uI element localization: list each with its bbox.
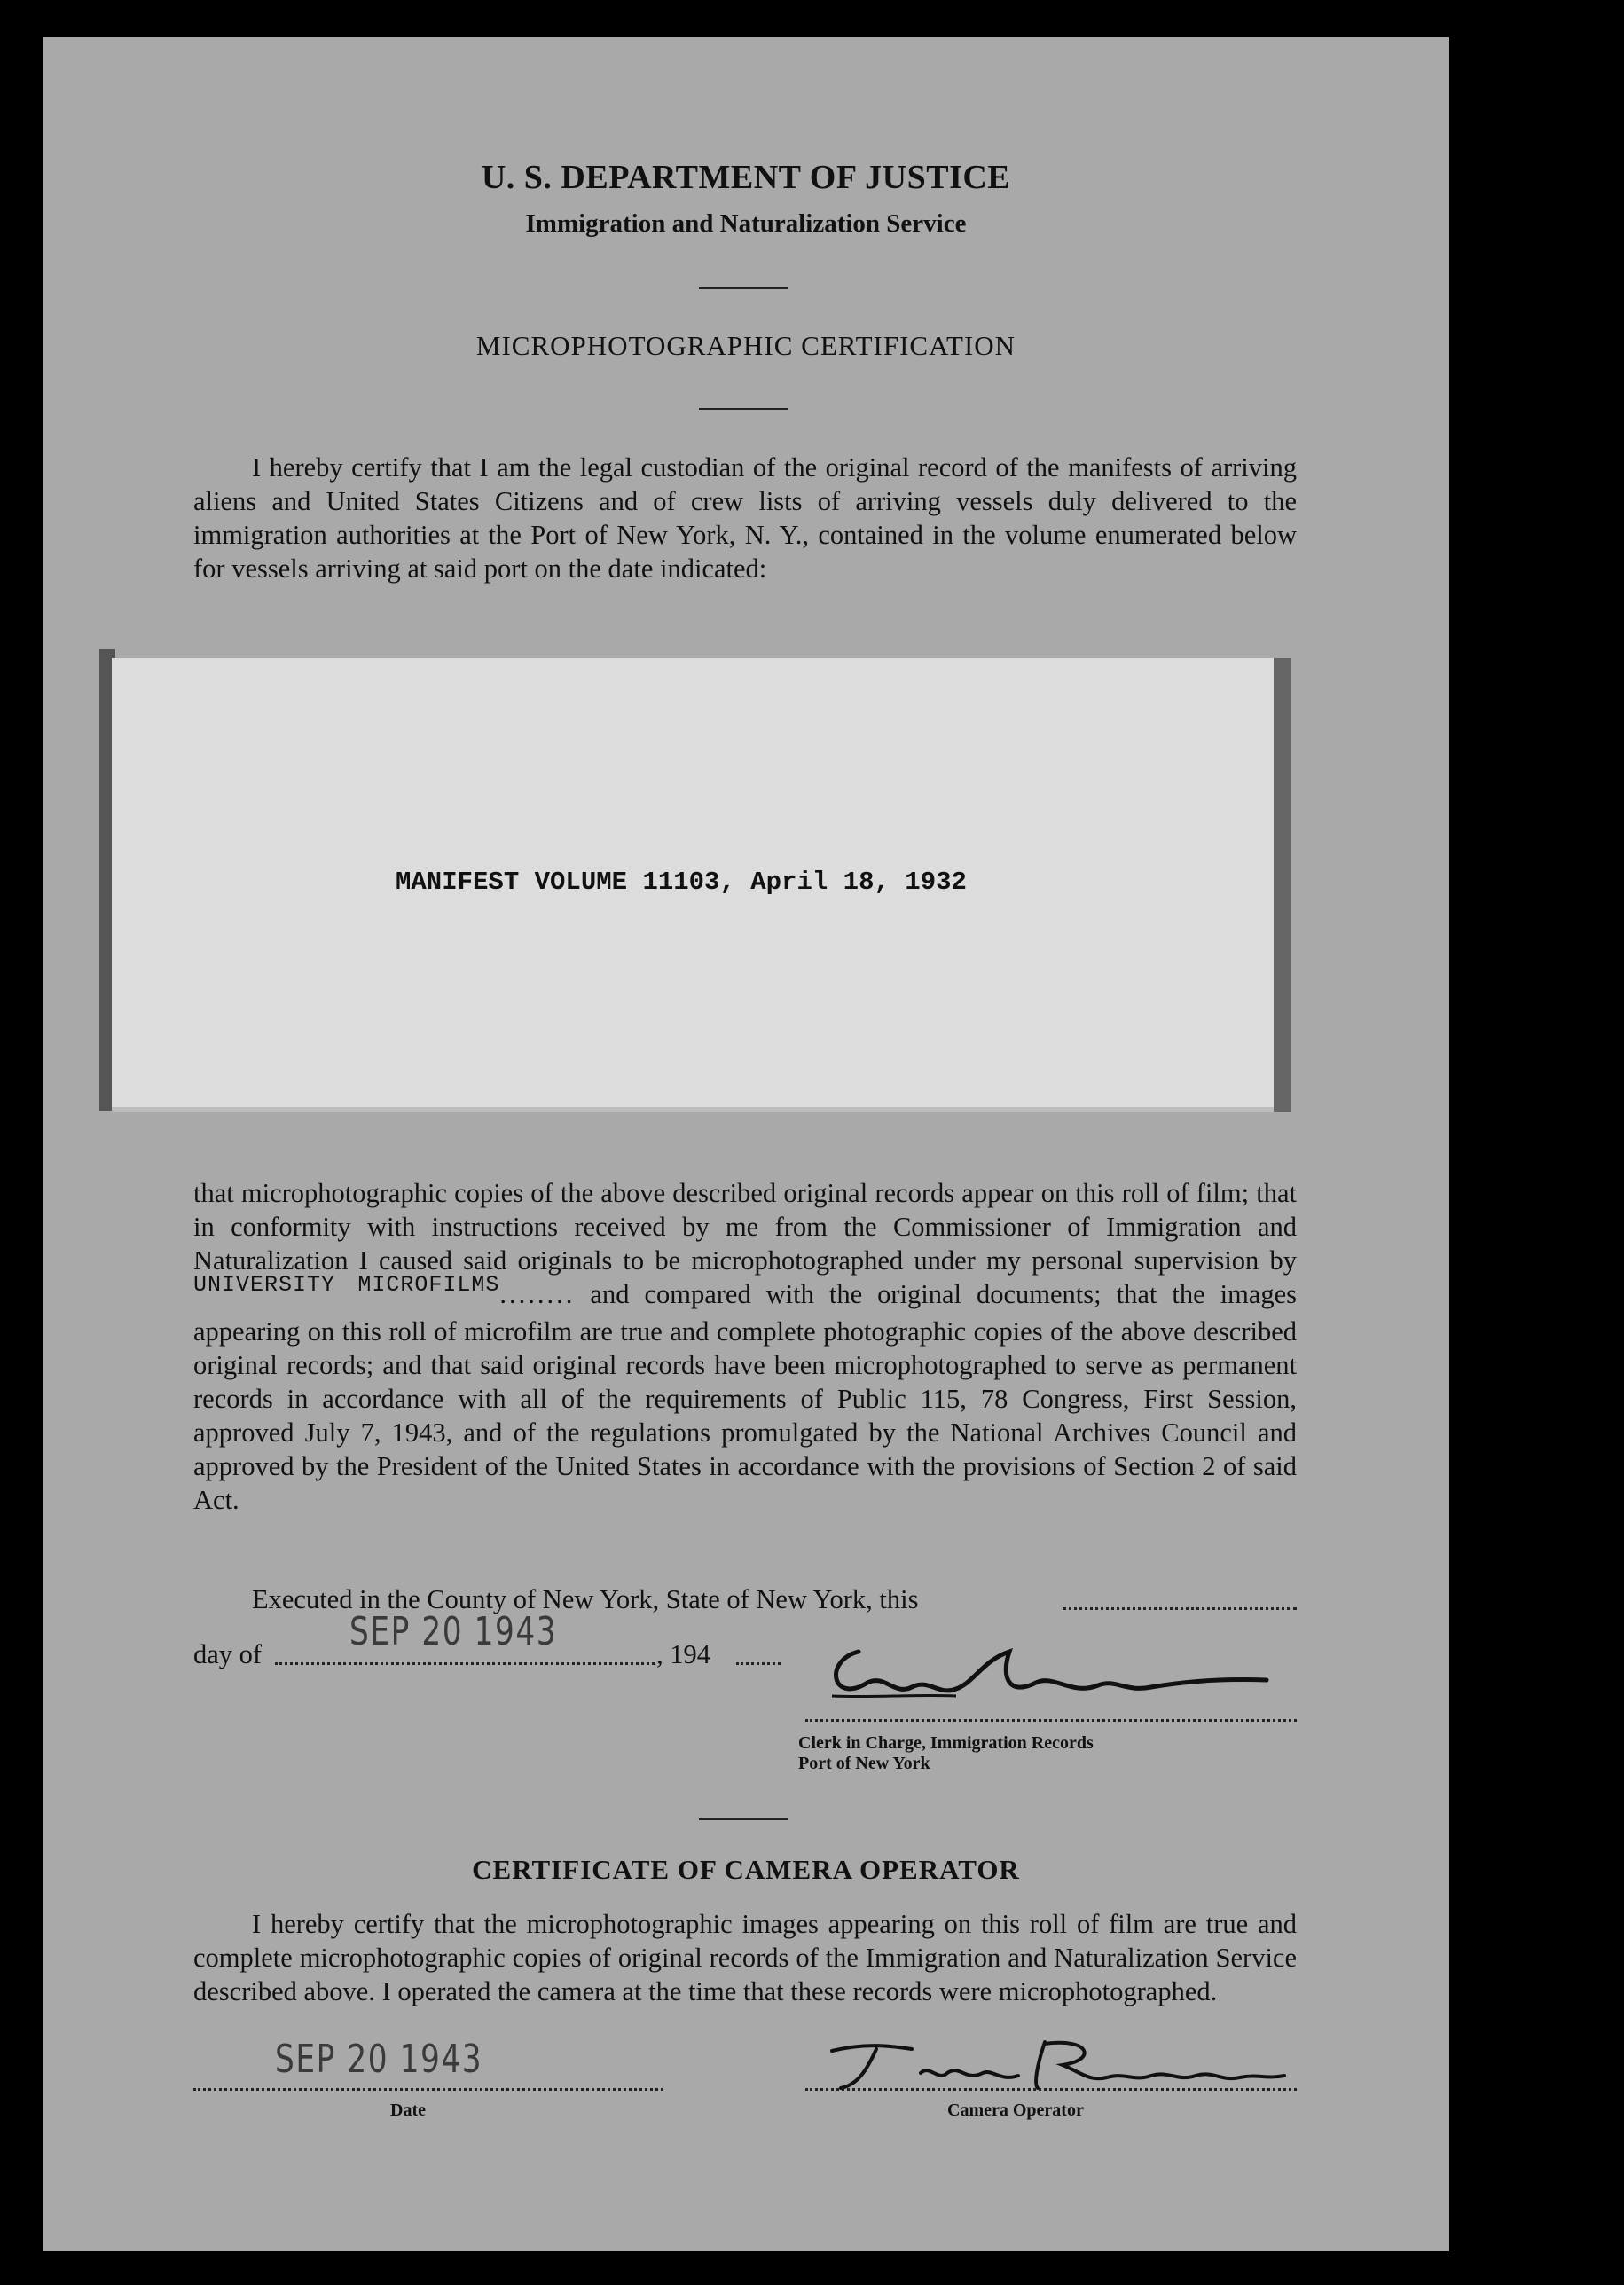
day-of-dots [275,1662,655,1665]
camera-operator-signature [805,2033,1302,2095]
body-paragraph: that microphotographic copies of the above described original records appear on this roll of film; that in conformity with instructions received by me from the Commissioner of Immigration and Naturalization I caused said originals to be microphotographed under my personal supervision by $^{UNIVERSITY MICROFILMS}$........ and compared with the original documents; that the images appearing on this roll of microfilm are true and complete photographic copies of the above described original records; and that said original records have been microphotographed to serve as permanent records in accordance with all of the requirements of Public 115, 78 Congress, First Session, approved July 7, 1943, and of the regulations promulgated by the National Archives Council and approved by the President of the United States in accordance with the provisions of Section 2 of said Act. [193,1178,1297,1515]
service-subtitle: Immigration and Naturalization Service [525,209,967,238]
camera-certificate-paragraph: I hereby certify that the microphotographic images appearing on this roll of film are true and complete microphotographic copies of original records of the Immigration and Naturalization Service described above. I operated the camera at the time that these records were microphotographed. [193,1909,1297,2006]
clerk-title [798,1733,1094,1774]
certificate-page [43,37,1449,2251]
divider [699,287,788,289]
body-part-1: that microphotographic copies of the above described original records appear on this roll of film; that in conformity with instructions received by me from the Commissioner of Immigration and Naturalization I caused said originals to be microphotographed under my personal supervision by [193,1178,1297,1276]
clerk-signature-line [805,1719,1297,1722]
camera-operator-line [805,2088,1297,2091]
manifest-slip [112,658,1291,1112]
clerk-title-line-1: Clerk in Charge, Immigration Records [798,1733,1094,1753]
day-of-label: day of [193,1639,263,1669]
department-title: U. S. DEPARTMENT OF JUSTICE [481,159,1011,196]
date-line [193,2088,663,2091]
year-dots [736,1662,781,1665]
clerk-title-line-2: Port of New York [798,1754,930,1773]
typed-company: UNIVERSITY MICROFILMS [193,1272,500,1298]
manifest-volume-text: MANIFEST VOLUME 11103, April 18, 1932 [396,868,967,897]
date-stamp: SEP 20 1943 [349,1609,558,1654]
date-label: Date [390,2100,426,2120]
divider [699,408,788,410]
clerk-signature [805,1634,1302,1714]
divider [699,1818,788,1820]
executed-dots [1063,1607,1297,1610]
camera-certificate-title: CERTIFICATE OF CAMERA OPERATOR [472,1854,1020,1885]
camera-date-stamp: SEP 20 1943 [275,2037,483,2082]
year-prefix: , 194 [656,1639,710,1669]
camera-operator-label: Camera Operator [947,2100,1084,2120]
intro-paragraph: I hereby certify that I am the legal custodian of the original record of the manifests of arriving aliens and United States Citizens and of crew lists of arriving vessels duly delivered to the immigration authorities at the Port of New York, N. Y., contained in the volume enumerated below for vessels arriving at said port on the date indicated: [193,452,1297,584]
certification-title: MICROPHOTOGRAPHIC CERTIFICATION [475,330,1016,361]
executed-text: Executed in the County of New York, State of New York, this [252,1584,919,1614]
body-part-2: and compared with the original documents; that the images appearing on this roll of microfilm are true and complete photographic copies of the above described original records; and that said original records have been microphotographed to serve as permanent records in accordance with all of the requirements of Public 115, 78 Congress, First Session, approved July 7, 1943, and of the regulations promulgated by the National Archives Council and approved by the President of the United States in accordance with the provisions of Section 2 of said Act. [193,1279,1297,1515]
